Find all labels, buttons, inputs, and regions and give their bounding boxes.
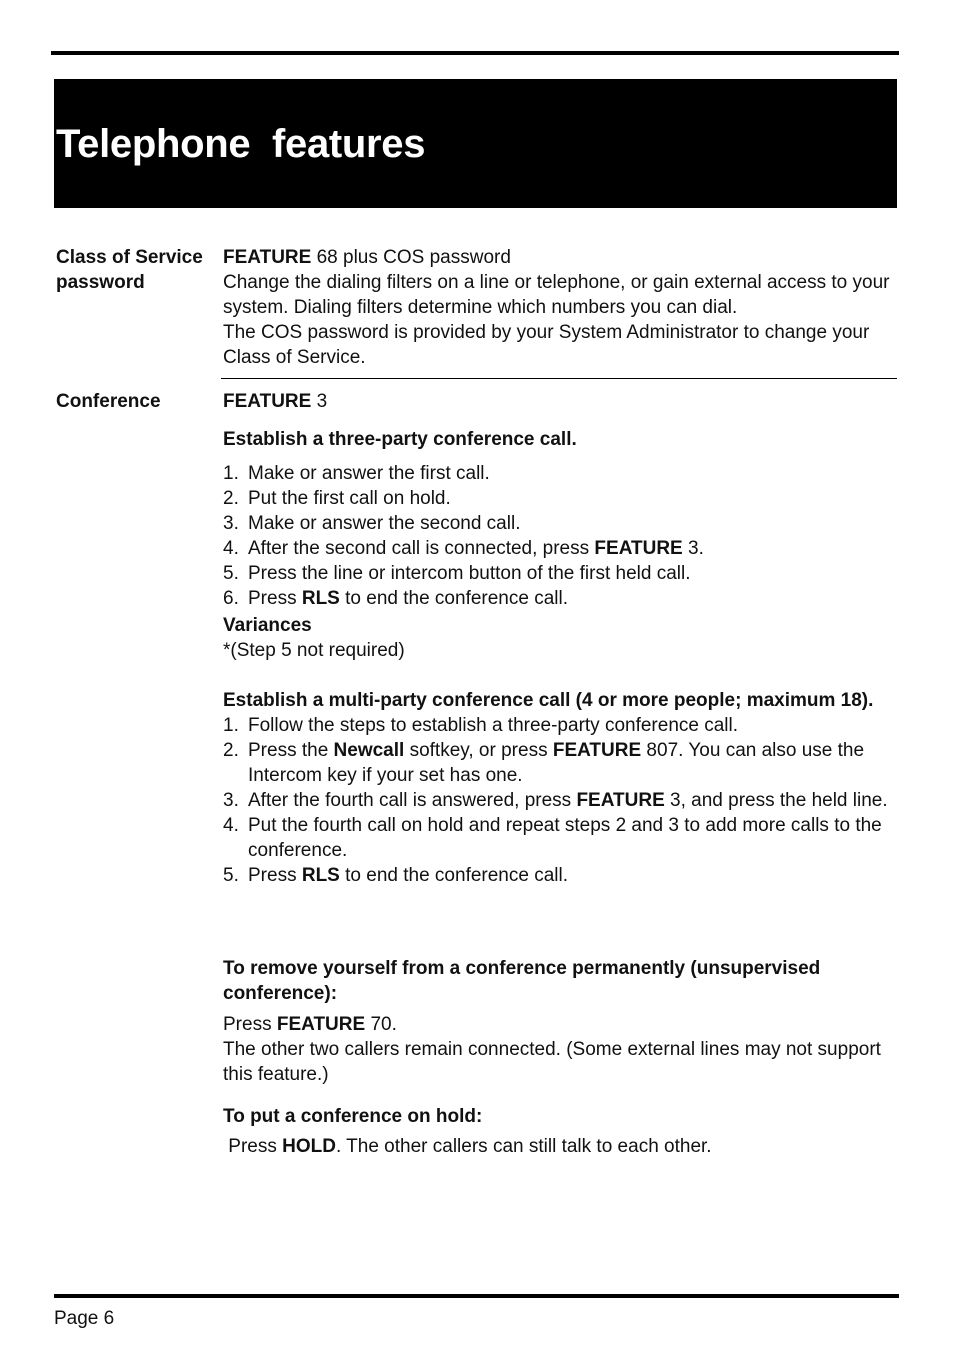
step-text-bold: FEATURE — [576, 790, 665, 811]
hold-press — [223, 1134, 898, 1159]
step-text: softkey, or press — [404, 740, 553, 761]
cos-label — [56, 245, 221, 295]
conference-code-bold: FEATURE — [223, 391, 312, 412]
step-number: 4. — [223, 815, 239, 836]
step-number: 1. — [223, 715, 239, 736]
conference-code — [223, 389, 898, 414]
list-item — [223, 738, 898, 788]
list-item — [223, 561, 898, 586]
list-item — [223, 586, 898, 611]
step-text: Follow the steps to establish a three-party conference call. — [248, 715, 739, 736]
cos-code-rest: 68 plus COS password — [311, 247, 511, 268]
step-text-bold: FEATURE — [552, 740, 642, 761]
hold-block — [223, 1104, 898, 1159]
step-number: 3. — [223, 790, 239, 811]
step-text: Press — [248, 588, 302, 609]
conference-code-rest: 3 — [311, 391, 328, 412]
step-number: 2. — [223, 740, 239, 761]
remove-block — [223, 956, 898, 1087]
page-title: Telephone features — [56, 122, 426, 166]
cos-content — [223, 245, 898, 370]
list-item — [223, 788, 898, 813]
remove-press-post: 70. — [365, 1014, 397, 1035]
top-rule — [51, 51, 899, 55]
step-text-bold: FEATURE — [594, 538, 683, 559]
list-item — [223, 813, 898, 863]
list-item — [223, 511, 898, 536]
list-item — [223, 461, 898, 486]
cos-code — [223, 245, 898, 270]
step-text-bold: Newcall — [333, 740, 405, 761]
hold-heading: To put a conference on hold: — [223, 1106, 483, 1127]
three-party-heading — [223, 427, 898, 452]
cos-desc1: Change the dialing filters on a line or telephone, or gain external access to your system. Dialing filters determine which numbers you can dial. — [223, 272, 890, 318]
list-item — [223, 536, 898, 561]
step-number: 4. — [223, 538, 239, 559]
step-text: to end the conference call. — [339, 865, 569, 886]
step-text: Put the fourth call on hold and repeat steps 2 and 3 to add more calls to the conference. — [248, 815, 882, 861]
section-divider — [221, 378, 897, 379]
title-band — [54, 79, 897, 208]
step-number: 6. — [223, 588, 239, 609]
hold-press-pre: Press — [223, 1136, 283, 1157]
step-number: 5. — [223, 563, 239, 584]
remove-text: The other two callers remain connected. (Some external lines may not support this feature.) — [223, 1039, 881, 1085]
three-party-steps — [223, 461, 898, 663]
list-item — [223, 713, 898, 738]
step-text-bold: RLS — [301, 588, 340, 609]
multi-party-block — [223, 688, 898, 888]
hold-press-bold: HOLD — [282, 1136, 336, 1157]
list-item — [223, 863, 898, 888]
list-item — [223, 486, 898, 511]
cos-desc2: The COS password is provided by your System Administrator to change your Class of Service. — [223, 322, 870, 368]
step-text-bold: RLS — [301, 865, 340, 886]
step-number: 5. — [223, 865, 239, 886]
step-text: Press the line or intercom button of the first held call. — [248, 563, 691, 584]
three-party-list — [223, 461, 898, 611]
step-text: Put the first call on hold. — [248, 488, 451, 509]
step-text: After the fourth call is answered, press — [248, 790, 577, 811]
remove-heading: To remove yourself from a conference permanently (unsupervised conference): — [223, 958, 821, 1004]
page-number: Page 6 — [54, 1308, 115, 1329]
step-text: 807. You can also use the Intercom key if your set has one. — [248, 740, 865, 786]
step-text: 3. — [682, 538, 704, 559]
variances-text: *(Step 5 not required) — [223, 640, 405, 661]
step-text: Make or answer the first call. — [248, 463, 490, 484]
step-text: After the second call is connected, press — [248, 538, 595, 559]
step-number: 3. — [223, 513, 239, 534]
step-text: to end the conference call. — [339, 588, 569, 609]
cos-code-bold: FEATURE — [223, 247, 312, 268]
remove-press-bold: FEATURE — [276, 1014, 366, 1035]
step-text: Press the — [248, 740, 334, 761]
remove-press-pre: Press — [223, 1014, 277, 1035]
three-party-heading-text: Establish a three-party conference call. — [223, 429, 577, 450]
step-text: 3, and press the held line. — [664, 790, 888, 811]
step-number: 1. — [223, 463, 239, 484]
cos-label-line2: password — [56, 272, 145, 293]
hold-press-post: . The other callers can still talk to each other. — [335, 1136, 712, 1157]
cos-label-line1: Class of Service — [56, 247, 203, 268]
step-number: 2. — [223, 488, 239, 509]
multi-party-heading: Establish a multi-party conference call (4 or more people; maximum 18). — [223, 690, 874, 711]
bottom-rule — [54, 1294, 899, 1298]
step-text: Press — [248, 865, 302, 886]
remove-press — [223, 1012, 898, 1037]
multi-party-list — [223, 713, 898, 888]
step-text: Make or answer the second call. — [248, 513, 521, 534]
conference-label: Conference — [56, 391, 161, 412]
variances-label: Variances — [223, 615, 312, 636]
